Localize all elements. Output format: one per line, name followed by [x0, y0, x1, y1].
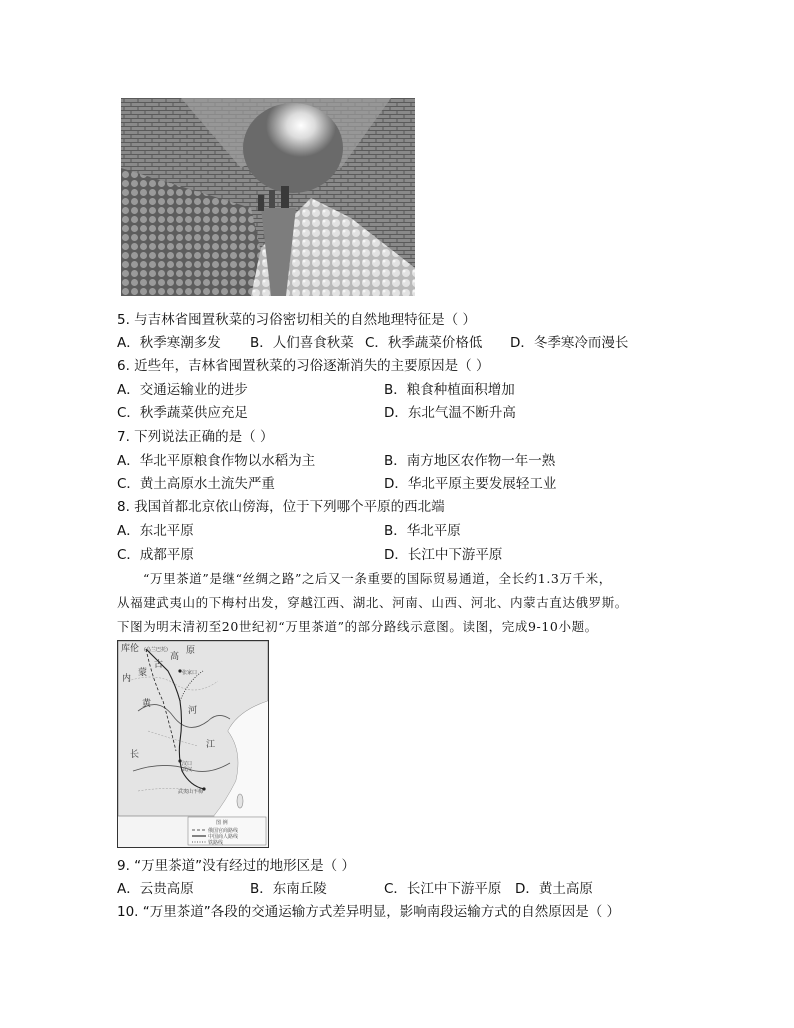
tea-road-map: [117, 640, 269, 848]
question-6-option-a: A．交通运输业的进步: [117, 382, 248, 398]
question-7-option-a: A．华北平原粮食作物以水稻为主: [117, 453, 316, 469]
question-9-option-a: A．云贵高原: [117, 881, 194, 897]
passage-line-3: 下图为明末清初至20世纪初“万里茶道”的部分路线示意图。读图，完成9-10小题。: [117, 619, 598, 634]
map-label-zhangjiakou: 张家口: [182, 670, 198, 676]
question-9-option-d: D．黄土高原: [515, 881, 593, 897]
map-legend-3: 铁路线: [208, 840, 224, 846]
passage-line-2: 从福建武夷山的下梅村出发，穿越江西、湖北、河南、山西、河北、内蒙古直达俄罗斯。: [117, 595, 628, 610]
map-label-hankou: 汉口: [182, 761, 193, 767]
question-6-option-b: B．粮食种植面积增加: [384, 382, 515, 398]
cellar-photo-icon: [121, 98, 415, 296]
map-label-chang: 长: [130, 750, 140, 760]
question-8-stem: 8. 我国首都北京依山傍海，位于下列哪个平原的西北端: [117, 499, 445, 515]
question-5-option-b: B．人们喜食秋菜: [250, 335, 354, 351]
map-legend-1: 俄国官商路线: [208, 828, 239, 834]
map-label-kulun: 库伦: [121, 644, 140, 654]
map-label-jiang: 江: [206, 740, 216, 750]
question-10-stem: 10. “万里茶道”各段的交通运输方式差异明显，影响南段运输方式的自然原因是（ ）: [117, 904, 621, 920]
map-label-huang: 黄: [142, 699, 152, 709]
question-5-stem: 5. 与吉林省囤置秋菜的习俗密切相关的自然地理特征是（ ）: [117, 312, 476, 328]
map-legend-title: 图 例: [216, 820, 228, 826]
question-8-option-c: C．成都平原: [117, 547, 194, 563]
map-label-nei: 内: [122, 674, 132, 684]
tea-road-map-figure: [118, 641, 268, 847]
cellar-photo: [121, 98, 415, 296]
question-8-option-d: D．长江中下游平原: [384, 547, 503, 563]
map-label-ulanbator: (乌兰巴托): [144, 647, 168, 653]
map-label-gao: 高: [170, 652, 180, 662]
question-5-option-a: A．秋季寒潮多发: [117, 335, 221, 351]
question-6-option-d: D．东北气温不断升高: [384, 405, 516, 421]
question-8-option-b: B．华北平原: [384, 523, 461, 539]
question-5-option-c: C．秋季蔬菜价格低: [365, 335, 483, 351]
question-9-option-b: B．东南丘陵: [250, 881, 327, 897]
question-7-option-c: C．黄土高原水土流失严重: [117, 476, 275, 492]
question-7-stem: 7. 下列说法正确的是（ ）: [117, 429, 274, 445]
question-7-option-b: B．南方地区农作物一年一熟: [384, 453, 556, 469]
map-label-meng: 蒙: [138, 668, 148, 678]
question-9-stem: 9. “万里茶道”没有经过的地形区是（ ）: [117, 858, 355, 874]
question-6-option-c: C．秋季蔬菜供应充足: [117, 405, 248, 421]
question-5-option-d: D．冬季寒冷而漫长: [510, 335, 629, 351]
map-label-he: 河: [188, 706, 198, 716]
map-legend-2: 中国商人路线: [208, 834, 239, 840]
map-label-yuan: 原: [186, 646, 196, 656]
passage-line-1: “万里茶道”是继“丝绸之路”之后又一条重要的国际贸易通道，全长约1.3万千米，: [143, 571, 612, 586]
map-label-wuyishan: 武夷山下梅: [178, 789, 204, 795]
question-7-option-d: D．华北平原主要发展轻工业: [384, 476, 557, 492]
question-6-stem: 6. 近些年，吉林省囤置秋菜的习俗逐渐消失的主要原因是（ ）: [117, 358, 490, 374]
map-label-gu: 古: [154, 660, 164, 670]
map-label-wuhan: 武汉: [182, 767, 193, 773]
question-9-option-c: C．长江中下游平原: [384, 881, 502, 897]
question-8-option-a: A．东北平原: [117, 523, 194, 539]
